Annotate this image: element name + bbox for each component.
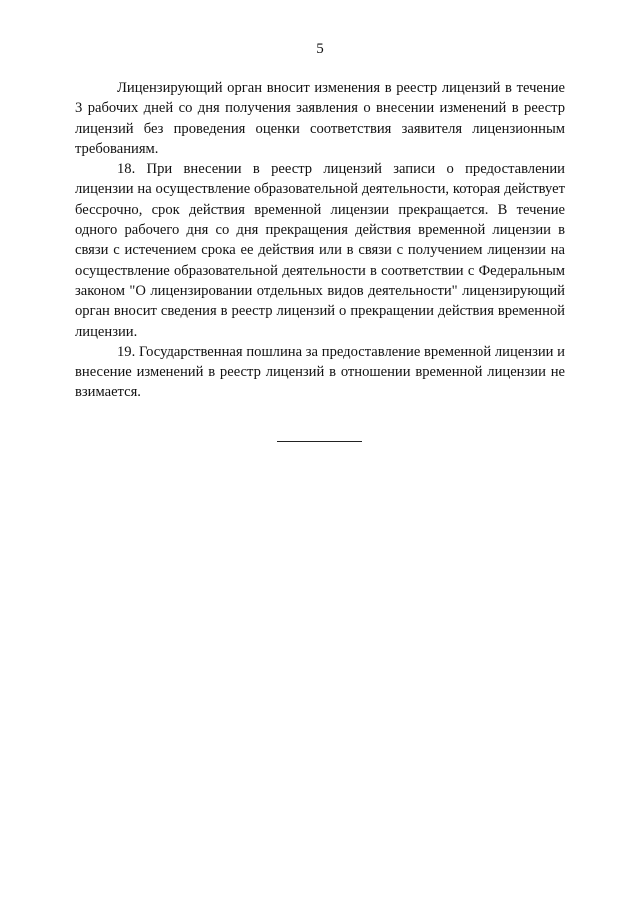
paragraph-19: 19. Государственная пошлина за предоставление временной лицензии и внесение изменений в реестр лицензий в отношении временной лицензии не взимается. (75, 343, 565, 401)
document-body (75, 78, 565, 403)
end-separator-line (277, 441, 362, 442)
page-number: 5 (316, 41, 324, 57)
paragraph-18: 18. При внесении в реестр лицензий записи о предоставлении лицензии на осуществление образовательной деятельности, которая действует бессрочно, срок действия временной лицензии прекращается. В течение одного рабочего дня со дня прекращения действия временной лицензии в связи с истечением срока ее действия или в связи с получением лицензии на осуществление образовательной деятельности в соответствии с Федеральным законом "О лицензировании отдельных видов деятельности" лицензирующий орган вносит сведения в реестр лицензий о прекращении действия временной лицензии. (75, 161, 565, 340)
paragraph-license-changes: Лицензирующий орган вносит изменения в реестр лицензий в течение 3 рабочих дней со дня получения заявления о внесении изменений в реестр лицензий без проведения оценки соответствия заявителя лицензионным требованиям. (75, 80, 565, 157)
